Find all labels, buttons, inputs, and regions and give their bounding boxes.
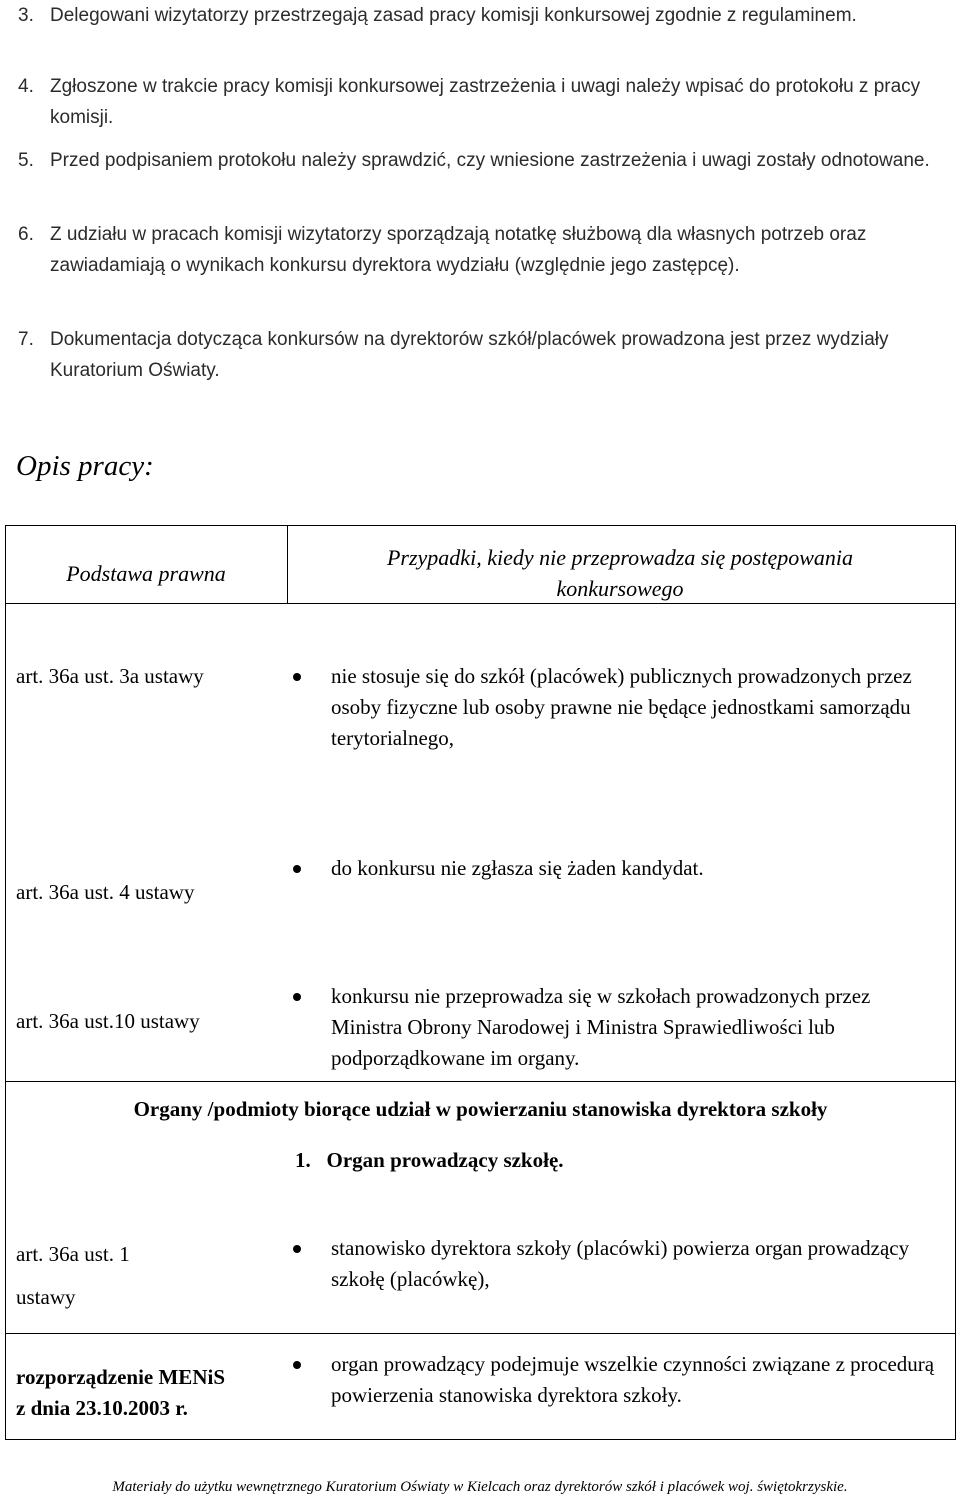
- organ-row-text: organ prowadzący podejmuje wszelkie czynności związane z procedurą powierzenia stanowiska dyrektora szkoły.: [331, 1352, 935, 1407]
- row-case-text: do konkursu nie zgłasza się żaden kandydat.: [331, 856, 704, 880]
- section-heading: Opis pracy:: [16, 450, 154, 482]
- header-legal-basis: Podstawa prawna: [66, 561, 226, 586]
- list-text: Dokumentacja dotycząca konkursów na dyrektorów szkół/placówek prowadzona jest przez wydziały Kuratorium Oświaty.: [50, 329, 889, 381]
- organs-heading: Organy /podmioty biorące udział w powierzaniu stanowiska dyrektora szkoły: [133, 1097, 828, 1121]
- list-number: 4.: [18, 76, 34, 97]
- organ-basis-line: ustawy: [16, 1285, 76, 1309]
- bullet-icon: [293, 865, 301, 873]
- organ-legal-basis: [16, 1233, 130, 1319]
- row-legal-basis: art. 36a ust. 3a ustawy: [16, 664, 204, 688]
- organ-basis-line: rozporządzenie MENiS: [16, 1365, 225, 1389]
- page-footer: Materiały do użytku wewnętrznego Kuratorium Oświaty w Kielcach oraz dyrektorów szkół i placówek woj. świętokrzyskie.: [112, 1479, 848, 1495]
- list-text: Delegowani wizytatorzy przestrzegają zasad pracy komisji konkursowej zgodnie z regulaminem.: [50, 5, 857, 26]
- list-number: 3.: [18, 5, 34, 26]
- row-legal-basis: art. 36a ust.10 ustawy: [16, 1009, 200, 1033]
- organ-legal-basis: [16, 1362, 225, 1424]
- list-number: 6.: [18, 224, 34, 245]
- bullet-icon: [293, 1361, 301, 1369]
- organ-subheading: 1. Organ prowadzący szkołę.: [295, 1148, 564, 1172]
- row-case-text: konkursu nie przeprowadza się w szkołach prowadzonych przez Ministra Obrony Narodowej i Ministra Sprawiedliwości lub podporządkowane im organy.: [331, 984, 871, 1070]
- header-cases: Przypadki, kiedy nie przeprowadza się postępowania konkursowego: [386, 545, 854, 601]
- organ-basis-line: art. 36a ust. 1: [16, 1242, 130, 1266]
- organ-row-text: stanowisko dyrektora szkoły (placówki) powierza organ prowadzący szkołę (placówkę),: [331, 1236, 910, 1291]
- list-text: Z udziału w pracach komisji wizytatorzy sporządzają notatkę służbową dla własnych potrzeb oraz zawiadamiają o wynikach konkursu dyrektora wydziału (względnie jego zastępcę).: [50, 224, 867, 276]
- row-legal-basis: art. 36a ust. 4 ustawy: [16, 880, 195, 904]
- list-number: 7.: [18, 329, 34, 350]
- table-column-divider: [287, 525, 288, 604]
- bullet-icon: [293, 993, 301, 1001]
- table-rule: [5, 1081, 956, 1082]
- organ-basis-line: z dnia 23.10.2003 r.: [16, 1396, 188, 1420]
- list-text: Zgłoszone w trakcie pracy komisji konkursowej zastrzeżenia i uwagi należy wpisać do protokołu z pracy komisji.: [50, 76, 921, 128]
- bullet-icon: [293, 1245, 301, 1253]
- row-case-text: nie stosuje się do szkół (placówek) publicznych prowadzonych przez osoby fizyczne lub osoby prawne nie będące jednostkami samorządu terytorialnego,: [331, 664, 912, 750]
- list-number: 5.: [18, 150, 34, 171]
- bullet-icon: [293, 673, 301, 681]
- list-text: Przed podpisaniem protokołu należy sprawdzić, czy wniesione zastrzeżenia i uwagi zostały odnotowane.: [50, 150, 930, 171]
- table-rule: [5, 1333, 956, 1334]
